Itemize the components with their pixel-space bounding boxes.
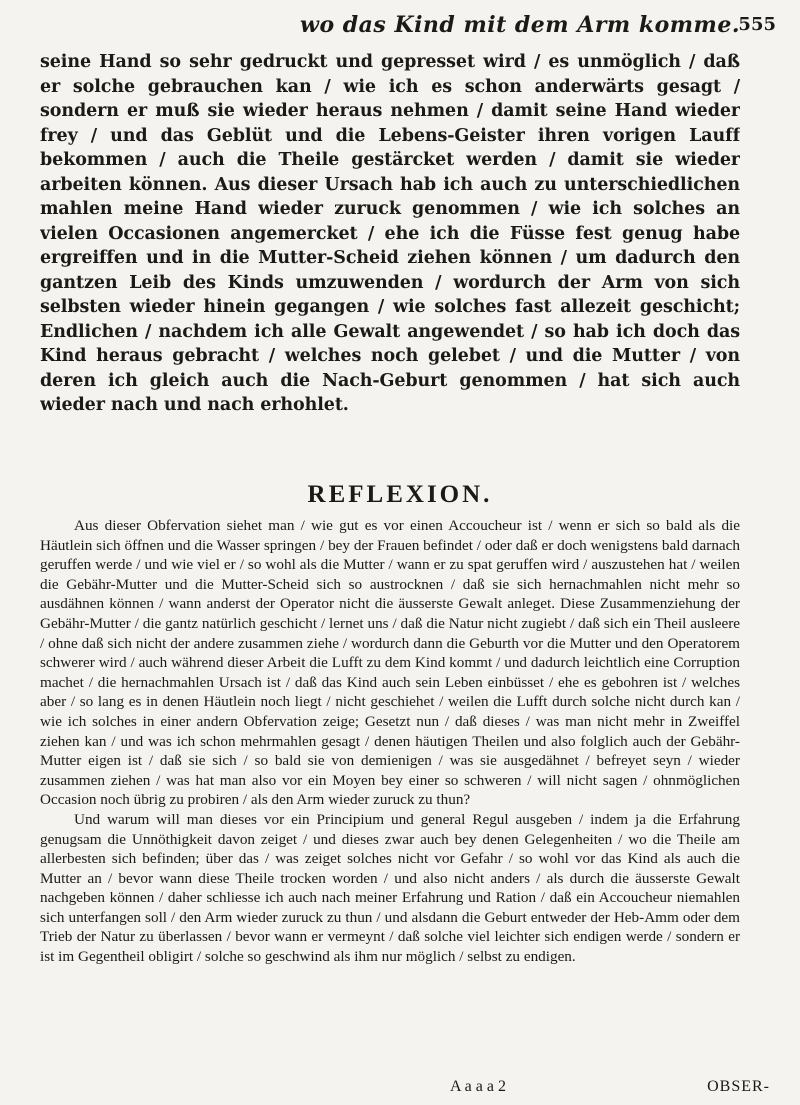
observation-paragraph: seine Hand so sehr gedruckt und gepresset wird / es unmöglich / daß er solche gebrauchen kan / wie ich es schon anderwärts gesagt / sondern er muß sie wieder heraus nehmen / damit seine Hand wieder frey / und das Geblüt und die Lebens-Geister ihren vorigen Lauff bekommen / auch die Theile gestärcket werden / damit sie wieder arbeiten können. Aus dieser Ursach hab ich auch zu unterschiedlichen mahlen meine Hand wieder zuruck genommen / wie ich solches an vielen Occasionen angemercket / ehe ich die Füsse fest genug habe ergreiffen und in die Mutter-Scheid ziehen können / um dadurch den gantzen Leib des Kinds umzuwenden / wordurch der Arm von sich selbsten wieder hinein gegangen / wie solches fast allezeit geschicht; Endlichen / nachdem ich alle Gewalt angewendet / so hab ich doch das Kind heraus gebracht / welches noch gelebet / und die Mutter / von deren ich gleich auch die Nach-Geburt genommen / hat sich auch wieder nach und nach erhohlet. bbox=[40, 52, 740, 415]
observation-text bbox=[40, 50, 740, 468]
reflexion-paragraph-2: Und warum will man dieses vor ein Principium und general Regul ausgeben / indem ja die Erfahrung genugsam die Unnöthigkeit davon zeiget / und dieses zwar auch bey denen Gelegenheiten / wo die Theile am allerbesten sich befinden; über das / was zeiget solches nicht vor Gefahr / so wohl vor das Kind als auch die Mutter an / bevor wann diese Theile trocken worden / und also nicht anders / als durch die äusserste Gewalt nachgeben können / daher schliesse ich auch nach meiner Erfahrung und Ration / daß ein Accoucheur niemahlen sich unterfangen soll / den Arm wieder zuruck zu thun / und alsdann die Geburt entweder der Heb-Amm oder dem Trieb der Natur zu überlassen / bevor wann er vermeynt / daß solche viel leichter sich endigen werde / sondern er ist im Gegentheil obligirt / solche so geschwind als ihm nur möglich / selbst zu endigen. bbox=[40, 810, 740, 966]
signature-mark: A a a a 2 bbox=[450, 1078, 506, 1095]
page-number: 555 bbox=[738, 14, 776, 35]
reflexion-text bbox=[40, 516, 740, 1096]
running-title: wo das Kind mit dem Arm komme. bbox=[300, 12, 740, 38]
catchword: OBSER- bbox=[707, 1078, 770, 1095]
reflexion-heading: REFLEXION. bbox=[307, 481, 493, 508]
running-head bbox=[300, 10, 740, 40]
page-footer bbox=[450, 1078, 770, 1098]
reflexion-paragraph-1: Aus dieser Obfervation siehet man / wie gut es vor einen Accoucheur ist / wenn er sich so bald als die Häutlein sich öffnen und die Wasser springen / bey der Frauen befindet / oder daß er doch wenigstens bald darnach geruffen werde / und wie viel er / so wohl als die Mutter / wann er zu spat geruffen wird / auszustehen hat / weilen die Gebähr-Mutter und die Mutter-Scheid sich so austrocknen / daß sie sich hernachmahlen nicht mehr so ausdähnen können / wann anderst der Operator nicht die äusserste Gewalt anleget. Diese Zusammenziehung der Gebähr-Mutter / die gantz natürlich geschicht / lernet uns / daß die Natur nicht zugiebt / daß sich ein Theil ausleere / ohne daß sich nicht der andere zusammen ziehe / wordurch dann die Geburth vor die Mutter und den Operatorem schwerer wird / auch während dieser Arbeit die Lufft zu dem Kind kommt / und dadurch leichtlich eine Corruption machet / die hernachmahlen Ursach ist / daß das Kind auch sein Leben einbüsset / ehe es gebohren ist / welches aber / so lang es in denen Häutlein noch liegt / nicht geschiehet / weilen die Lufft durch solche nicht durch kan / wie ich solches in einer andern Obfervation zeige; Gesetzt nun / daß dieses / was man nicht mehr in Zweiffel ziehen kan / und was ich schon mehrmahlen gesagt / denen häutigen Theilen und also folglich auch der Gebähr-Mutter eigen ist / daß sie sich / so bald sie von demienigen / was sie ausgedähnet / befreyet seyn / wieder zusammen ziehen / was hat man also vor ein Moyen bey einer so schweren / will nicht sagen / ohnmöglichen Occasion noch übrig zu probiren / als den Arm wieder zuruck zu thun? bbox=[40, 517, 740, 809]
